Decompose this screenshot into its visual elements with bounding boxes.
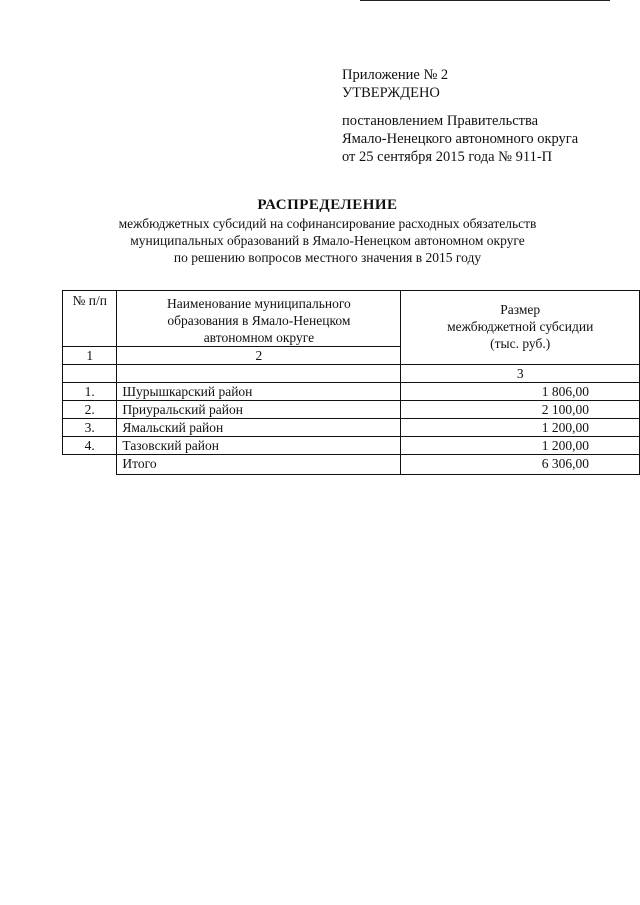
appendix-label: Приложение № 2 bbox=[342, 67, 449, 83]
approved-by-line2: Ямало-Ненецкого автономного округа bbox=[342, 131, 579, 147]
header-amount-line2: межбюджетной субсидии bbox=[447, 319, 594, 334]
total-empty-cell bbox=[63, 455, 117, 475]
document-title: РАСПРЕДЕЛЕНИЕ bbox=[257, 197, 398, 213]
total-label bbox=[117, 455, 401, 475]
spacer bbox=[342, 102, 632, 112]
row-name-text: Тазовский район bbox=[122, 438, 219, 453]
header-name-line2: образования в Ямало-Ненецком bbox=[167, 313, 351, 328]
distribution-table bbox=[62, 290, 640, 475]
row-num: 1. bbox=[63, 383, 117, 401]
row-name bbox=[117, 383, 401, 401]
row-name bbox=[117, 401, 401, 419]
approved-by-line3: от 25 сентября 2015 года № 911-П bbox=[342, 149, 553, 165]
total-label-text: Итого bbox=[122, 456, 157, 471]
approved-by-line1: постановлением Правительства bbox=[342, 113, 539, 129]
document-subtitle-line2: муниципальных образований в Ямало-Ненецком автономном округе bbox=[130, 233, 525, 248]
row-amount: 1 200,00 bbox=[401, 437, 640, 455]
approval-block bbox=[342, 66, 632, 166]
header-amount-line1: Размер bbox=[500, 302, 541, 317]
header-name-line3: автономном округе bbox=[203, 330, 315, 345]
row-name bbox=[117, 419, 401, 437]
row-amount: 1 200,00 bbox=[401, 419, 640, 437]
row-num: 3. bbox=[63, 419, 117, 437]
header-amount-line3: (тыс. руб.) bbox=[490, 336, 551, 351]
column-number-spacer bbox=[117, 365, 401, 383]
header-num: № п/п bbox=[63, 291, 117, 347]
document-subtitle-line1: межбюджетных субсидий на софинансирование расходных обязательств bbox=[118, 216, 537, 231]
row-name bbox=[117, 437, 401, 455]
approved-label: УТВЕРЖДЕНО bbox=[342, 85, 440, 101]
header-name-line1: Наименование муниципального bbox=[166, 296, 351, 311]
row-name-text: Шурышкарский район bbox=[122, 384, 253, 399]
total-amount: 6 306,00 bbox=[401, 455, 640, 475]
total-row bbox=[63, 455, 640, 475]
document-title-block bbox=[60, 196, 595, 266]
column-number-3: 3 bbox=[401, 365, 640, 383]
header-amount bbox=[401, 291, 640, 365]
row-name-text: Ямальский район bbox=[122, 420, 224, 435]
document-subtitle-line3: по решению вопросов местного значения в 2015 году bbox=[173, 250, 482, 265]
row-num: 4. bbox=[63, 437, 117, 455]
column-number-spacer bbox=[63, 365, 117, 383]
row-num: 2. bbox=[63, 401, 117, 419]
column-number-row-3 bbox=[63, 365, 640, 383]
table-row bbox=[63, 419, 640, 437]
top-edge-line bbox=[360, 0, 610, 1]
row-amount: 1 806,00 bbox=[401, 383, 640, 401]
column-number-2: 2 bbox=[117, 347, 401, 365]
header-name bbox=[117, 291, 401, 347]
row-amount: 2 100,00 bbox=[401, 401, 640, 419]
table-row bbox=[63, 383, 640, 401]
row-name-text: Приуральский район bbox=[122, 402, 243, 417]
table-row bbox=[63, 401, 640, 419]
table-row bbox=[63, 437, 640, 455]
column-number-1: 1 bbox=[63, 347, 117, 365]
table-header-row bbox=[63, 291, 640, 347]
